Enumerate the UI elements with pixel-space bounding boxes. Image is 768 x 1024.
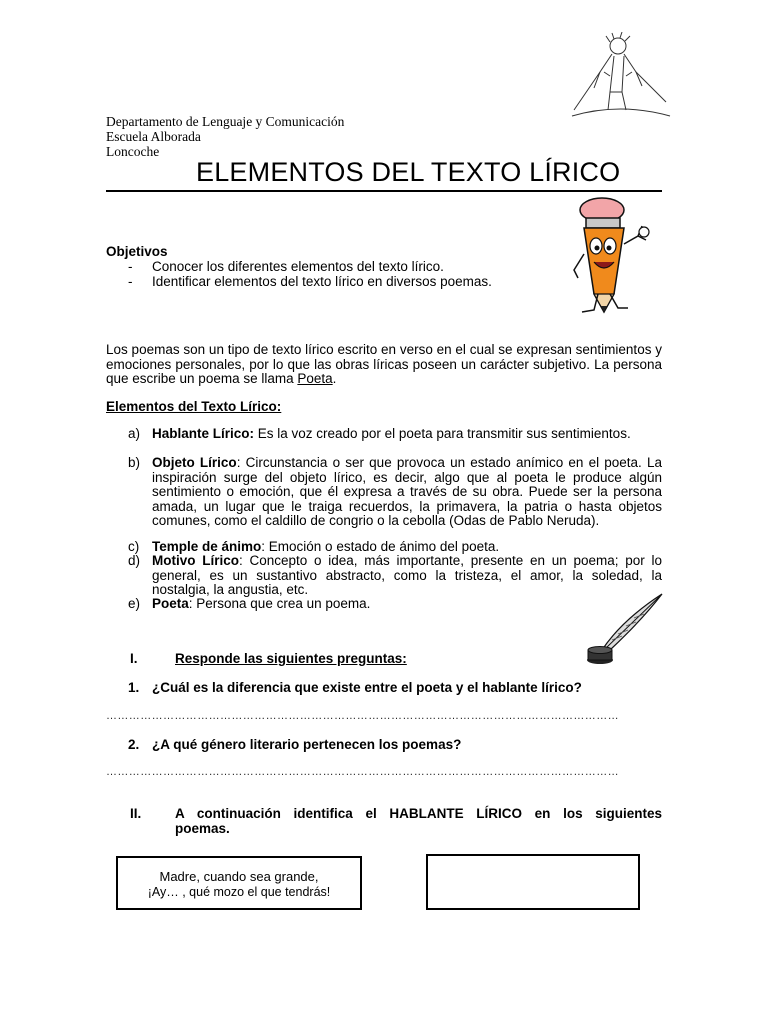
little-prince-illustration xyxy=(570,32,672,120)
poem-line-1: Madre, cuando sea grande, xyxy=(159,869,319,884)
objectives-heading: Objetivos xyxy=(106,244,168,259)
quill-inkwell-illustration xyxy=(582,590,666,670)
section-2-numeral: II. xyxy=(130,806,142,821)
pencil-mascot-illustration xyxy=(568,194,664,318)
question-2-text: ¿A qué género literario pertenecen los poemas? xyxy=(152,737,462,752)
section-2-heading-line1: A continuación identifica el HABLANTE LÍRICO en los siguientes xyxy=(175,806,662,821)
list-dash: - xyxy=(128,259,133,274)
list-dash: - xyxy=(128,274,133,289)
element-item-poeta: e) Poeta: Persona que crea un poema. xyxy=(128,596,371,611)
poem-line-2: ¡Ay… , qué mozo el que tendrás! xyxy=(147,885,331,899)
department-name: Departamento de Lenguaje y Comunicación xyxy=(106,114,345,129)
section-1-heading: Responde las siguientes preguntas: xyxy=(175,651,407,666)
page-title: ELEMENTOS DEL TEXTO LÍRICO xyxy=(196,157,621,187)
element-item-motivo: d) Motivo Lírico: Concepto o idea, más importante, presente en un poema; por lo general, es un sustantivo abstracto, como la tristeza, el amor, la soledad, la nostalgia, la angustia, etc. xyxy=(128,553,663,597)
element-item-objeto: b) Objeto Lírico: Circunstancia o ser que provoca un estado anímico en el poeta. La inspiración surge del objeto lírico, es decir, algo que al poeta le produce algún sentimiento o emoción, que él expresa a través de su obra. Puede ser la persona amada, un lugar que le traiga recuerdos, la primavera, la patria o hasta objetos comunes, como el caldillo de congrio o la cebolla (Odas de Pablo Neruda). xyxy=(128,455,662,528)
objective-item: - Conocer los diferentes elementos del texto lírico. xyxy=(128,259,444,274)
poem-box xyxy=(116,856,362,910)
answer-box[interactable] xyxy=(426,854,640,910)
element-item-temple: c) Temple de ánimo: Emoción o estado de ánimo del poeta. xyxy=(128,539,500,554)
question-1-text: ¿Cuál es la diferencia que existe entre el poeta y el hablante lírico? xyxy=(152,680,582,695)
intro-paragraph: Los poemas son un tipo de texto lírico escrito en verso en el cual se expresan sentimientos y emociones personales, por lo que las obras líricas poseen un carácter subjetivo. La persona que escribe un poema se llama Poeta. xyxy=(106,342,662,386)
section-2-heading-line2: poemas. xyxy=(175,821,230,836)
title-divider xyxy=(106,190,662,192)
answer-line[interactable]: ……………………………………………………………………………………………………………………… xyxy=(106,766,619,778)
element-item-hablante: a) Hablante Lírico: Es la voz creado por el poeta para transmitir sus sentimientos. xyxy=(128,426,631,441)
question-1-number: 1. xyxy=(128,680,140,695)
poeta-term: Poeta xyxy=(297,371,333,386)
city-name: Loncoche xyxy=(106,144,160,159)
objective-item: - Identificar elementos del texto lírico en diversos poemas. xyxy=(128,274,492,289)
school-name: Escuela Alborada xyxy=(106,129,201,144)
elements-heading: Elementos del Texto Lírico: xyxy=(106,399,282,414)
section-1-numeral: I. xyxy=(130,651,138,666)
answer-line[interactable]: ……………………………………………………………………………………………………………………… xyxy=(106,710,619,722)
question-2-number: 2. xyxy=(128,737,140,752)
